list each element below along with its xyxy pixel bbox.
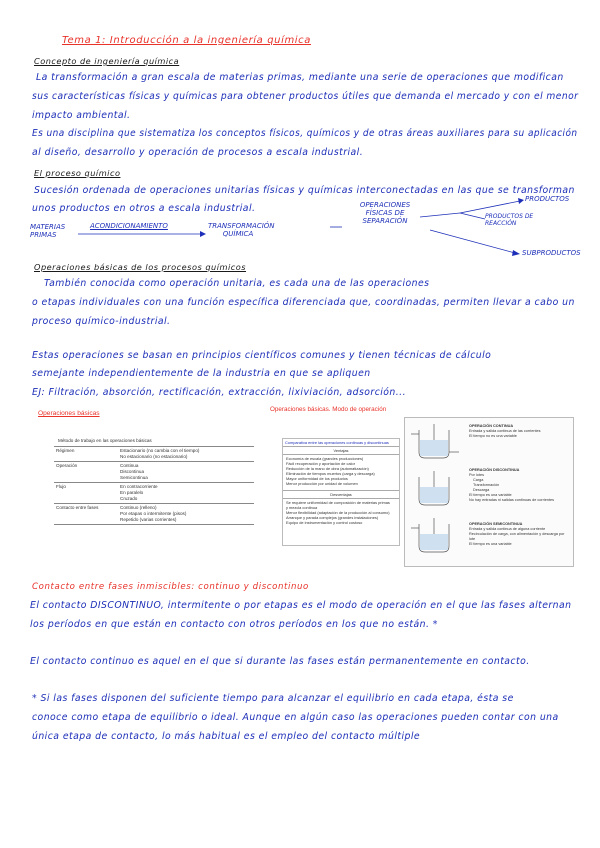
table-value: Cruzado xyxy=(120,496,138,501)
list-item: Entrada y salida continua de las corrientes xyxy=(469,429,541,433)
table-value: En paralelo xyxy=(120,490,144,495)
diagram-separacion: OPERACIONES FÍSICAS DE SEPARACIÓN xyxy=(359,201,411,225)
table-value: En contracorriente xyxy=(120,484,158,489)
list-item: Menor producción por unidad de volumen xyxy=(286,481,358,486)
method-table xyxy=(54,446,254,525)
list-item: Menor flexibilidad (adaptación de la producción al consumo) xyxy=(286,510,390,515)
text-line: EJ: Filtración, absorción, rectificación, extracción, lixiviación, adsorción... xyxy=(32,387,406,398)
continua-block xyxy=(469,424,569,439)
diagram-subproductos: SUBPRODUCTOS xyxy=(522,249,581,257)
desventajas-heading: Desventajas xyxy=(283,490,399,499)
text-line: los períodos en que están en contacto con otros períodos en los que no están. * xyxy=(30,619,438,630)
table-value: Repetido (varias corrientes) xyxy=(120,517,177,522)
section-heading-contacto: Contacto entre fases inmiscibles: continuo y discontinuo xyxy=(32,582,309,592)
comparison-box xyxy=(282,438,400,546)
figure-modo-operacion xyxy=(268,405,400,555)
text-line: sus características físicas y químicas para obtener productos útiles que demanda el mercado y con el menor xyxy=(32,91,579,102)
list-item: Eliminación de tiempos muertos (carga y descarga) xyxy=(286,471,375,476)
table-value: Estacionario (no cambia con el tiempo) xyxy=(120,448,200,453)
diagram-materias-primas: MATERIAS PRIMAS xyxy=(30,223,66,239)
list-item: Equipo de instrumentación y control costoso xyxy=(286,520,363,525)
section-heading-operaciones: Operaciones básicas de los procesos químicos xyxy=(34,262,247,272)
table-value: No estacionario (no estacionario) xyxy=(120,454,188,459)
block-heading: OPERACIÓN SEMICONTINUA xyxy=(469,522,523,526)
figure-title: Operaciones básicas xyxy=(38,410,100,417)
figure-title: Operaciones básicas. Modo de operación xyxy=(270,406,387,413)
text-line: semejante independientemente de la industria en que se apliquen xyxy=(32,368,371,379)
list-item: Por lotes xyxy=(469,473,484,477)
figure-reactor-types xyxy=(404,417,574,567)
table-value: Semicontinua xyxy=(120,475,148,480)
diagram-arrows xyxy=(30,195,590,265)
list-item: y mezcla continua xyxy=(286,505,318,510)
text-line: única etapa de contacto, lo más habitual es el empleo del contacto múltiple xyxy=(32,731,421,742)
page-title: Tema 1: Introducción a la ingeniería química xyxy=(62,35,311,46)
text-line: o etapas individuales con una función específica diferenciada que, coordinadas, permiten llevar a cabo un xyxy=(32,297,575,308)
text-line: impacto ambiental. xyxy=(32,110,131,121)
text-line: También conocida como operación unitaria, es cada una de las operaciones xyxy=(44,278,430,289)
table-key: Flujo xyxy=(56,484,66,489)
list-item: Se requiere uniformidad de composición de materias primas xyxy=(286,500,390,505)
list-item: Arranque y parada complejos (grandes instalaciones) xyxy=(286,515,379,520)
text-line: Sucesión ordenada de operaciones unitarias físicas y químicas interconectadas en las que se transforman xyxy=(34,185,575,196)
diagram-acondicionamiento: ACONDICIONAMIENTO xyxy=(90,222,168,230)
list-item: Transformación xyxy=(473,483,500,487)
process-diagram xyxy=(30,195,590,265)
list-item: No hay entradas ni salidas continuas de corrientes xyxy=(469,498,555,502)
comparison-subtitle: Comparativa entre las operaciones continuas y discontinuas xyxy=(283,439,399,447)
text-line: El contacto continuo es aquel en el que si durante las fases están permanentemente en contacto. xyxy=(30,656,530,667)
text-line: * Si las fases disponen del suficiente tiempo para alcanzar el equilibrio en cada etapa, ésta se xyxy=(32,693,514,704)
text-line: Es una disciplina que sistematiza los conceptos físicos, químicos y de otras áreas auxiliares para su aplicación xyxy=(32,128,578,139)
table-value: Por etapas o intermitente (pisos) xyxy=(120,511,187,516)
list-item: Economía de escala (grandes producciones) xyxy=(286,456,364,461)
list-item: Recirculación de carga, con alimentación y descarga por lote xyxy=(469,532,565,541)
text-line: El contacto DISCONTINUO, intermitente o por etapas es el modo de operación en el que las fases alternan xyxy=(30,600,572,611)
semicontinua-block xyxy=(469,522,569,547)
section-heading-proceso: El proceso químico xyxy=(34,168,121,178)
figure-operaciones-basicas xyxy=(34,408,264,558)
block-heading: OPERACIÓN DISCONTINUA xyxy=(469,468,520,472)
table-value: Continuo (relleno) xyxy=(120,505,157,510)
table-key: Régimen xyxy=(56,448,75,453)
diagram-transformacion: TRANSFORMACIÓN QUÍMICA xyxy=(208,222,275,238)
list-item: Fácil recuperación y aportación de calor xyxy=(286,461,355,466)
section-heading-concepto: Concepto de ingeniería química xyxy=(34,56,180,66)
reactor-vessels xyxy=(409,422,463,562)
table-key: Contacto entre fases xyxy=(56,505,99,510)
diagram-productos: PRODUCTOS xyxy=(525,195,570,203)
list-item: Entrada y salida continua de alguna corriente xyxy=(469,527,546,531)
figure-subtitle: Método de trabajo en las operaciones básicas xyxy=(58,438,152,443)
text-line: conoce como etapa de equilibrio o ideal. Aunque en algún caso las operaciones pueden contar con una xyxy=(32,712,559,723)
list-item: Reducción de la mano de obra (automatización) xyxy=(286,466,369,471)
block-heading: OPERACIÓN CONTINUA xyxy=(469,424,514,428)
text-line: proceso químico-industrial. xyxy=(32,316,171,327)
text-line: La transformación a gran escala de materias primas, mediante una serie de operaciones que modifican xyxy=(36,72,564,83)
table-value: Discontinua xyxy=(120,469,145,474)
diagram-productos-reaccion: PRODUCTOS DE REACCIÓN xyxy=(485,213,534,227)
list-item: Mayor uniformidad de los productos xyxy=(286,476,348,481)
ventajas-heading: Ventajas xyxy=(283,447,399,455)
text-line: Estas operaciones se basan en principios científicos comunes y tienen técnicas de cálculo xyxy=(32,350,492,361)
list-item: El tiempo no es una variable xyxy=(469,434,517,438)
table-key: Operación xyxy=(56,463,78,468)
discontinua-block xyxy=(469,468,569,503)
list-item: El tiempo es una variable xyxy=(469,493,512,497)
table-value: Continua xyxy=(120,463,139,468)
text-line: al diseño, desarrollo y operación de procesos a escala industrial. xyxy=(32,147,364,158)
list-item: Carga xyxy=(473,478,484,482)
list-item: Descarga xyxy=(473,488,490,492)
list-item: El tiempo es una variable xyxy=(469,542,512,546)
text-line: unos productos en otros a escala industrial. xyxy=(32,203,256,214)
